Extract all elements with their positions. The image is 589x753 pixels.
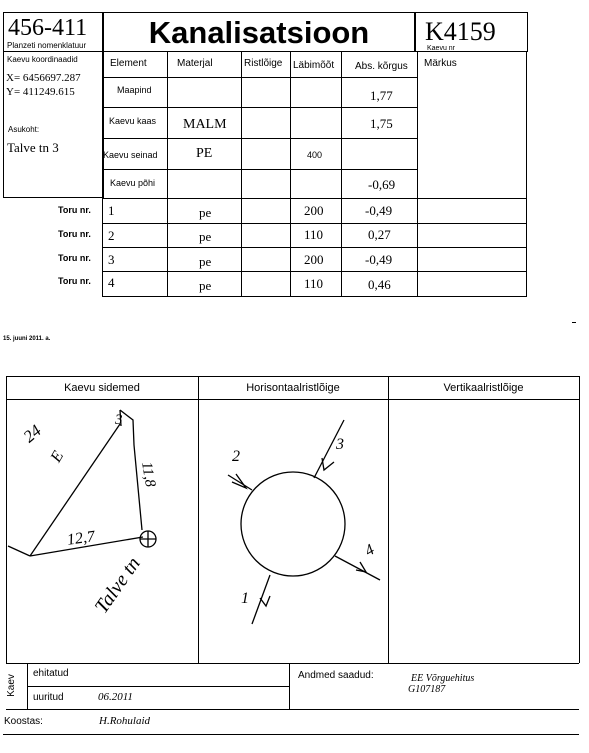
tie-label-24: 24: [19, 420, 45, 447]
pipe-diameter: 110: [304, 276, 324, 291]
data-source: EE Võrguehitus: [411, 673, 475, 684]
coords-caption: Kaevu koordinaadid: [7, 55, 78, 64]
coord-y: Y= 411249.615: [6, 86, 75, 98]
col-header-diameter: Läbimõõt: [293, 60, 335, 71]
author: H.Rohulaid: [99, 715, 151, 727]
col-header-element: Element: [110, 58, 147, 69]
pipe-height: 0,46: [368, 277, 391, 292]
author-label: Koostas:: [4, 716, 43, 727]
well-number: K4159: [425, 17, 496, 46]
pipe-label-2: 2: [232, 448, 240, 465]
address: Talve tn 3: [7, 140, 59, 155]
address-caption: Asukoht:: [8, 125, 40, 134]
row-element-label: Kaevu kaas: [109, 116, 157, 126]
row-element-label: Kaevu põhi: [110, 178, 156, 188]
tie-label-3: 3: [115, 412, 123, 428]
coord-x: X= 6456697.287: [6, 72, 81, 84]
surveyed-value: 06.2011: [98, 691, 133, 703]
pipe-4-line: [335, 556, 380, 580]
data-label: Andmed saadud:: [298, 670, 374, 681]
pipe-label-3: 3: [336, 436, 344, 453]
tie-label-e: E: [47, 448, 68, 466]
page-title: Kanalisatsioon: [148, 15, 370, 50]
side-label: Kaev: [5, 674, 17, 697]
well-outline: [241, 472, 345, 576]
pipe-diameter: 200: [304, 252, 324, 267]
pipe-number: 4: [108, 275, 115, 290]
pipe-label: Toru nr.: [58, 229, 91, 239]
pipe-number: 3: [108, 252, 115, 267]
pipe-2-line: [228, 475, 252, 490]
tie-label-127: 12,7: [65, 528, 96, 549]
row-diameter-value: 400: [307, 150, 323, 160]
document-date: 15. juuni 2011. a.: [3, 336, 51, 342]
pipe-material: pe: [199, 229, 212, 244]
row-material-value: PE: [196, 146, 213, 161]
row-element-label: Kaevu seinad: [103, 150, 158, 160]
pipe-label-4: 4: [362, 541, 378, 560]
row-material-value: MALM: [183, 117, 227, 132]
street-label: Talve tn: [90, 553, 145, 618]
row-height-value: 1,75: [370, 116, 393, 131]
data-code: G107187: [408, 684, 446, 695]
pipe-number: 1: [108, 203, 115, 218]
tie-label-118: 11,8: [138, 460, 159, 489]
pipe-label: Toru nr.: [58, 276, 91, 286]
pipe-diameter: 200: [304, 203, 324, 218]
pipe-2-arrow: [232, 474, 246, 488]
surveyed-label: uuritud: [33, 692, 64, 703]
built-label: ehitatud: [33, 668, 69, 679]
pipe-material: pe: [199, 205, 212, 220]
pipe-label: Toru nr.: [58, 253, 91, 263]
col-header-height: Abs. kõrgus: [355, 61, 408, 72]
pipe-height: -0,49: [365, 203, 393, 218]
pipe-4-arrow: [356, 562, 366, 572]
sheet-caption: Planzeti nomenklatuur: [7, 41, 87, 50]
pipe-height: -0,49: [365, 252, 393, 267]
pipe-number: 2: [108, 228, 115, 243]
pipe-label: Toru nr.: [58, 205, 91, 215]
well-number-caption: Kaevu nr: [427, 45, 456, 52]
pipe-material: pe: [199, 278, 212, 293]
pipe-material: pe: [199, 254, 212, 269]
pipe-label-1: 1: [241, 590, 249, 607]
col-header-cross: Ristlõige: [244, 58, 283, 69]
row-height-value: 1,77: [370, 88, 393, 103]
col-header-material: Materjal: [177, 58, 213, 69]
panel-title-horizontal: Horisontaalristlõige: [246, 382, 340, 394]
col-header-notes: Märkus: [424, 58, 457, 69]
panel-title-ties: Kaevu sidemed: [64, 382, 140, 394]
pipe-height: 0,27: [368, 227, 391, 242]
row-height-value: -0,69: [368, 177, 396, 192]
row-element-label: Maapind: [117, 85, 152, 95]
pipe-diameter: 110: [304, 227, 324, 242]
panel-title-vertical: Vertikaalristlõige: [443, 382, 524, 394]
sheet-number: 456-411: [8, 15, 88, 41]
